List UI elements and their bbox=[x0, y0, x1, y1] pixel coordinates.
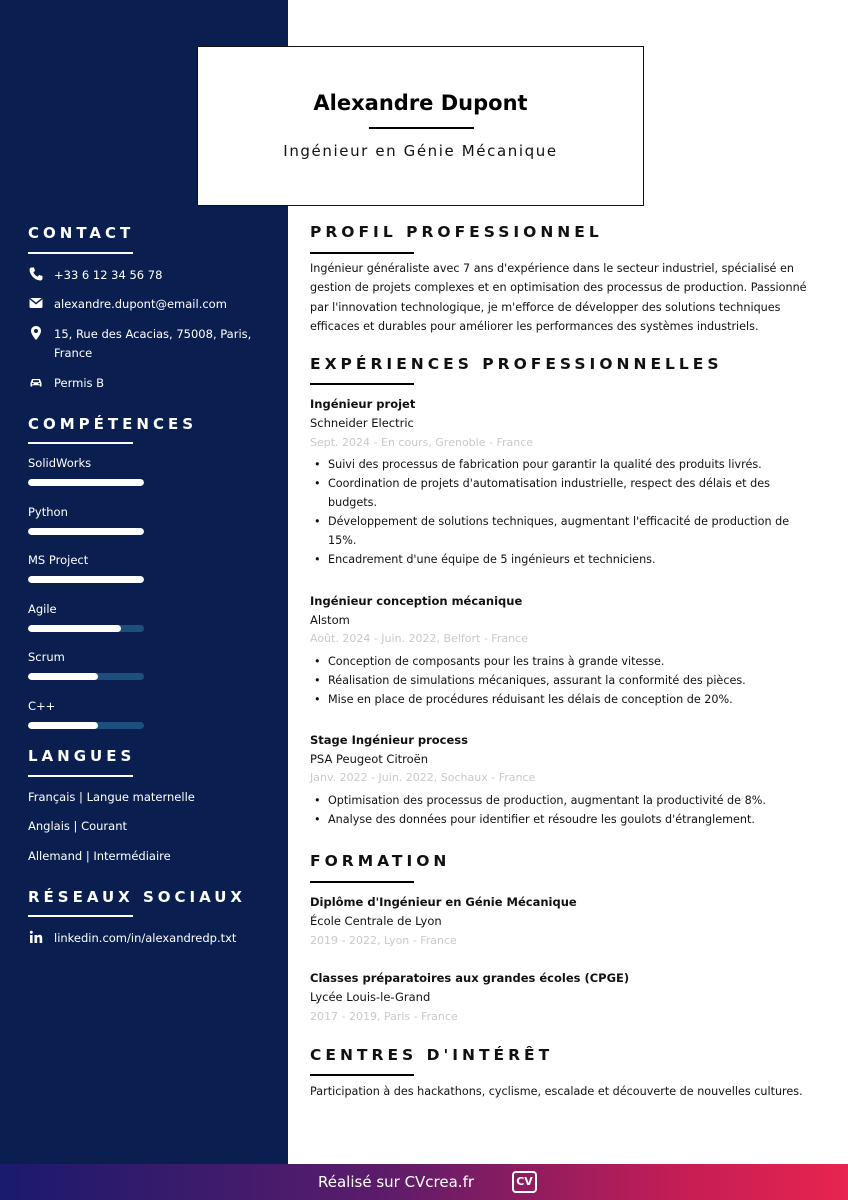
mail-icon bbox=[28, 295, 44, 311]
skill-level-fill bbox=[28, 722, 98, 729]
header-divider bbox=[369, 127, 474, 129]
interests-heading: CENTRES D'INTÉRÊT bbox=[310, 1046, 554, 1064]
skill-name: SolidWorks bbox=[28, 456, 92, 470]
education-divider bbox=[310, 881, 414, 883]
language-item: Allemand | Intermédiaire bbox=[28, 849, 171, 863]
job-title: Ingénieur projet bbox=[310, 397, 416, 411]
license-text: Permis B bbox=[54, 376, 105, 390]
job-meta: Sept. 2024 - En cours, Grenoble - France bbox=[310, 436, 534, 449]
skill-item bbox=[28, 505, 144, 519]
contact-phone bbox=[28, 266, 268, 285]
phone-text: +33 6 12 34 56 78 bbox=[54, 268, 163, 282]
contact-email bbox=[28, 295, 268, 314]
social-linkedin[interactable] bbox=[28, 929, 268, 948]
skill-level-bar bbox=[28, 673, 144, 680]
linkedin-link[interactable]: linkedin.com/in/alexandredp.txt bbox=[54, 931, 237, 945]
languages-divider bbox=[28, 775, 133, 777]
location-pin-icon bbox=[28, 325, 44, 341]
profile-heading: PROFIL PROFESSIONNEL bbox=[310, 223, 603, 241]
skill-name: C++ bbox=[28, 699, 56, 713]
contact-heading: CONTACT bbox=[28, 224, 135, 242]
skill-level-fill bbox=[28, 673, 98, 680]
contact-license bbox=[28, 374, 268, 393]
profile-divider bbox=[310, 252, 414, 254]
skill-item bbox=[28, 650, 144, 664]
footer-text[interactable]: Réalisé sur CVcrea.fr bbox=[318, 1173, 475, 1191]
contact-address bbox=[28, 325, 268, 363]
skill-name: Scrum bbox=[28, 650, 65, 665]
job-bullet: • Conception de composants pour les trains à grande vitesse. bbox=[310, 652, 806, 671]
skill-name: MS Project bbox=[28, 553, 89, 568]
job-bullet: • Analyse des données pour identifier et résoudre les goulots d'étranglement. bbox=[310, 810, 806, 829]
job-bullet: • Encadrement d'une équipe de 5 ingénieurs et techniciens. bbox=[310, 550, 806, 569]
social-divider bbox=[28, 915, 133, 917]
header-box bbox=[197, 46, 644, 206]
job-company: PSA Peugeot Citroën bbox=[310, 752, 429, 766]
skill-level-fill bbox=[28, 528, 144, 535]
job-title: Stage Ingénieur process bbox=[310, 733, 468, 747]
skill-level-fill bbox=[28, 479, 144, 486]
job-company: Schneider Electric bbox=[310, 416, 414, 430]
skill-item bbox=[28, 553, 144, 567]
skill-level-fill bbox=[28, 576, 144, 583]
job-bullet: • Suivi des processus de fabrication pour garantir la qualité des produits livrés. bbox=[310, 455, 806, 474]
skill-level-bar bbox=[28, 576, 144, 583]
job-bullets bbox=[310, 652, 806, 709]
job-bullet: • Mise en place de procédures réduisant les délais de conception de 20%. bbox=[310, 690, 806, 709]
skill-name: Agile bbox=[28, 601, 57, 616]
profile-text: Ingénieur généraliste avec 7 ans d'expérience dans le secteur industriel, spécialisé en gestion de projets complexes et en optimisation des processus de production. Passionné par l'innovation technologique, je m'efforce de développer des solutions techniques efficaces et durables pour améliorer les performances des systèmes industriels. bbox=[310, 262, 807, 333]
contact-divider bbox=[28, 252, 133, 254]
skill-name: Python bbox=[28, 504, 68, 519]
address-text: 15, Rue des Acacias, 75008, Paris, France bbox=[54, 327, 252, 360]
education-heading: FORMATION bbox=[310, 852, 451, 870]
education-school: Lycée Louis-le-Grand bbox=[310, 990, 431, 1004]
email-text: alexandre.dupont@email.com bbox=[54, 297, 227, 311]
job-meta: Janv. 2022 - Juin. 2022, Sochaux - France bbox=[310, 771, 536, 784]
car-icon bbox=[28, 374, 44, 390]
language-item: Français | Langue maternelle bbox=[28, 790, 195, 804]
skill-item bbox=[28, 699, 144, 713]
skill-item bbox=[28, 602, 144, 616]
education-title: Classes préparatoires aux grandes écoles (CPGE) bbox=[310, 971, 630, 985]
education-title: Diplôme d'Ingénieur en Génie Mécanique bbox=[310, 895, 577, 909]
job-bullet: • Optimisation des processus de production, augmentant la productivité de 8%. bbox=[310, 791, 806, 810]
job-meta: Août. 2024 - Juin. 2022, Belfort - France bbox=[310, 632, 528, 645]
skill-level-bar bbox=[28, 528, 144, 535]
interests-text: Participation à des hackathons, cyclisme, escalade et découverte de nouvelles cultures. bbox=[310, 1085, 803, 1098]
skill-item bbox=[28, 456, 144, 470]
social-heading: RÉSEAUX SOCIAUX bbox=[28, 888, 246, 906]
education-school: École Centrale de Lyon bbox=[310, 914, 442, 928]
footer-banner[interactable] bbox=[0, 1164, 848, 1200]
candidate-name: Alexandre Dupont bbox=[313, 91, 528, 115]
skills-divider bbox=[28, 442, 133, 444]
candidate-title: Ingénieur en Génie Mécanique bbox=[283, 142, 558, 160]
skill-level-bar bbox=[28, 479, 144, 486]
job-bullet: • Réalisation de simulations mécaniques, assurant la conformité des pièces. bbox=[310, 671, 806, 690]
experience-heading: EXPÉRIENCES PROFESSIONNELLES bbox=[310, 355, 723, 373]
linkedin-icon bbox=[28, 929, 44, 945]
job-bullet: • Développement de solutions techniques, augmentant l'efficacité de production de 15%. bbox=[310, 512, 806, 550]
skill-level-bar bbox=[28, 625, 144, 632]
job-bullet: • Coordination de projets d'automatisation industrielle, respect des délais et des budgets. bbox=[310, 474, 806, 512]
interests-divider bbox=[310, 1074, 414, 1076]
skills-heading: COMPÉTENCES bbox=[28, 415, 198, 433]
job-title: Ingénieur conception mécanique bbox=[310, 594, 523, 608]
job-bullets bbox=[310, 455, 806, 569]
job-bullets bbox=[310, 791, 806, 829]
languages-heading: LANGUES bbox=[28, 747, 136, 765]
education-meta: 2019 - 2022, Lyon - France bbox=[310, 934, 457, 947]
skill-level-bar bbox=[28, 722, 144, 729]
skill-level-fill bbox=[28, 625, 121, 632]
experience-divider bbox=[310, 383, 414, 385]
cvcrea-logo: CV bbox=[512, 1171, 537, 1193]
language-item: Anglais | Courant bbox=[28, 819, 127, 833]
job-company: Alstom bbox=[310, 613, 350, 627]
education-meta: 2017 - 2019, Paris - France bbox=[310, 1010, 458, 1023]
phone-icon bbox=[28, 266, 44, 282]
